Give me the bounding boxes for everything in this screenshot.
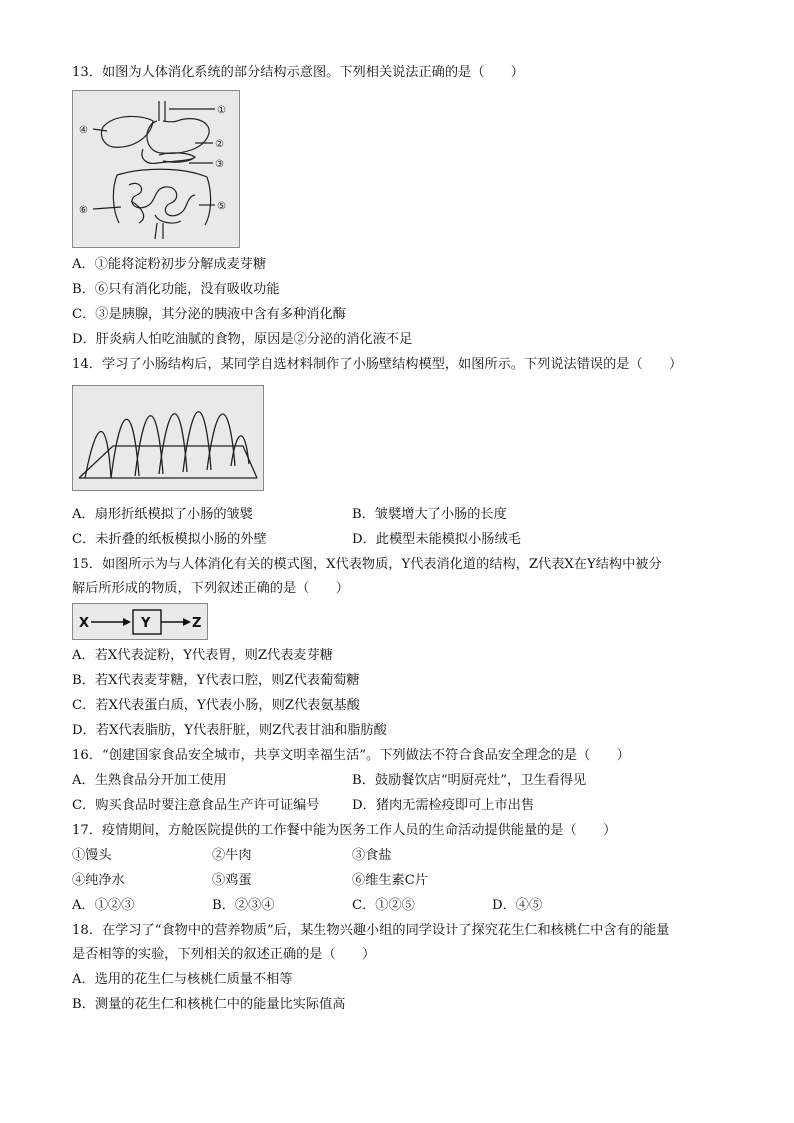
figure-label-2: ② [215, 139, 224, 150]
q14-option-b: B．皱襞增大了小肠的长度 [352, 507, 507, 522]
diagram-y: Y [141, 616, 151, 631]
q17-item-1: ①馒头 [72, 848, 112, 863]
figure-label-1: ① [217, 105, 226, 116]
q15-option-d: D．若X代表脂肪，Y代表肝脏，则Z代表甘油和脂肪酸 [72, 723, 387, 738]
q15-stem-line1: 15．如图所示为与人体消化有关的模式图，X代表物质，Y代表消化道的结构，Z代表X在Y结构中被分 [72, 557, 662, 572]
q13-stem: 13．如图为人体消化系统的部分结构示意图。下列相关说法正确的是（ ） [72, 65, 524, 80]
q17-option-d: D．④⑤ [492, 898, 543, 913]
xyz-diagram [72, 603, 208, 640]
q17-item-3: ③食盐 [352, 848, 392, 863]
q13-option-d: D．肝炎病人怕吃油腻的食物，原因是②分泌的消化液不足 [72, 332, 413, 347]
figure-label-3: ③ [215, 159, 224, 170]
q13-option-c: C．③是胰腺，其分泌的胰液中含有多种消化酶 [72, 307, 346, 322]
figure-label-5: ⑤ [217, 201, 226, 212]
folded-paper-drawing [73, 386, 263, 490]
q15-option-c: C．若X代表蛋白质，Y代表小肠，则Z代表氨基酸 [72, 698, 360, 713]
digestive-system-figure [72, 90, 240, 248]
q15-stem-line2: 解后所形成的物质，下列叙述正确的是（ ） [72, 581, 349, 596]
q15-option-a: A．若X代表淀粉，Y代表胃，则Z代表麦芽糖 [72, 648, 333, 663]
q17-item-2: ②牛肉 [212, 848, 252, 863]
q16-option-b: B．鼓励餐饮店“明厨亮灶”，卫生看得见 [352, 773, 587, 788]
q15-option-b: B．若X代表麦芽糖，Y代表口腔，则Z代表葡萄糖 [72, 673, 360, 688]
q17-option-a: A．①②③ [72, 898, 135, 913]
figure-label-4: ④ [79, 125, 88, 136]
q14-option-c: C．未折叠的纸板模拟小肠的外壁 [72, 532, 267, 547]
q17-option-b: B．②③④ [212, 898, 275, 913]
q14-stem: 14．学习了小肠结构后，某同学自选材料制作了小肠壁结构模型，如图所示。下列说法错误的是（ ） [72, 357, 683, 372]
q18-stem-line2: 是否相等的实验，下列相关的叙述正确的是（ ） [72, 947, 376, 962]
figure-label-6: ⑥ [79, 205, 88, 216]
q14-option-a: A．扇形折纸模拟了小肠的皱襞 [72, 507, 253, 522]
q13-option-b: B．⑥只有消化功能，没有吸收功能 [72, 282, 280, 297]
intestine-wall-model-figure [72, 385, 264, 491]
q13-option-a: A．①能将淀粉初步分解成麦芽糖 [72, 257, 267, 272]
q16-option-c: C．购买食品时要注意食品生产许可证编号 [72, 798, 320, 813]
diagram-z: Z [192, 616, 202, 631]
q17-item-5: ⑤鸡蛋 [212, 873, 252, 888]
q16-option-d: D．猪肉无需检疫即可上市出售 [352, 798, 535, 813]
q16-stem: 16．“创建国家食品安全城市，共享文明幸福生活”。下列做法不符合食品安全理念的是（ ） [72, 748, 630, 763]
q14-option-d: D．此模型未能模拟小肠绒毛 [352, 532, 521, 547]
digestive-system-drawing [73, 91, 239, 247]
q16-option-a: A．生熟食品分开加工使用 [72, 773, 227, 788]
q18-option-a: A．选用的花生仁与核桃仁质量不相等 [72, 972, 293, 987]
q18-stem-line1: 18．在学习了“食物中的营养物质”后，某生物兴趣小组的同学设计了探究花生仁和核桃仁中含有的能量 [72, 923, 670, 938]
q18-option-b: B．测量的花生仁和核桃仁中的能量比实际值高 [72, 997, 346, 1012]
q17-item-4: ④纯净水 [72, 873, 125, 888]
q17-stem: 17．疫情期间，方舱医院提供的工作餐中能为医务工作人员的生命活动提供能量的是（ ） [72, 823, 617, 838]
q17-item-6: ⑥维生素C片 [352, 873, 429, 888]
xyz-diagram-drawing [73, 604, 207, 639]
q17-option-c: C．①②⑤ [352, 898, 415, 913]
diagram-x: X [79, 616, 90, 631]
